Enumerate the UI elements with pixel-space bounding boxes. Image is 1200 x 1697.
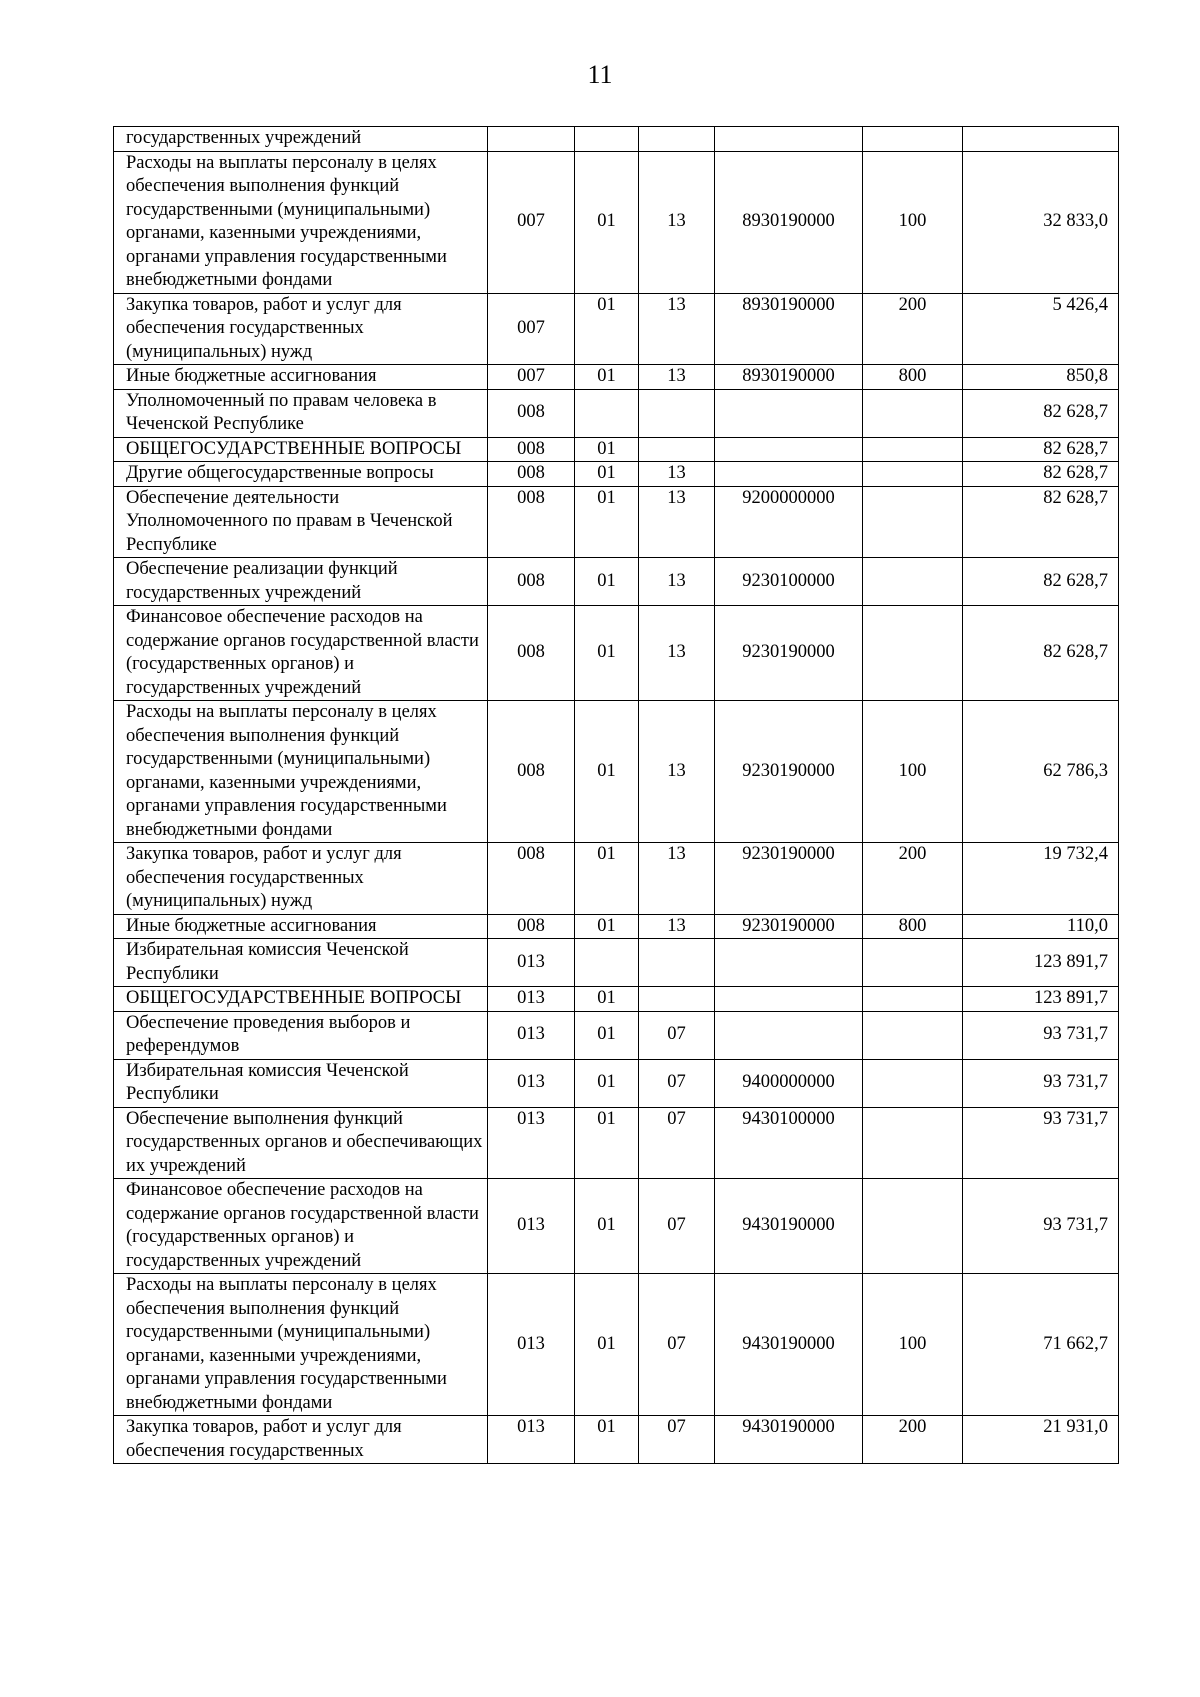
cell-amount: 32 833,0 [963,151,1119,293]
cell-section-code: 01 [575,151,639,293]
cell-expense-type [863,987,963,1012]
table-row [114,914,1119,939]
table-row [114,437,1119,462]
cell-amount: 82 628,7 [963,558,1119,606]
cell-name: Расходы на выплаты персоналу в целях обеспечения выполнения функций государственными (муниципальными) органами, казенными учреждениями, органами управления государственными внебюджетными фондами [114,151,488,293]
cell-ministry-code: 008 [488,843,575,915]
cell-amount: 93 731,7 [963,1059,1119,1107]
cell-name: Другие общегосударственные вопросы [114,462,488,487]
cell-amount: 82 628,7 [963,389,1119,437]
table-row [114,365,1119,390]
cell-name: Обеспечение деятельности Уполномоченного по правам в Чеченской Республике [114,486,488,558]
cell-ministry-code: 013 [488,1179,575,1274]
cell-target-article [715,389,863,437]
cell-ministry-code: 013 [488,1011,575,1059]
cell-expense-type [863,1107,963,1179]
cell-ministry-code: 008 [488,558,575,606]
cell-amount: 82 628,7 [963,486,1119,558]
cell-name: Уполномоченный по правам человека в Чеченской Республике [114,389,488,437]
cell-target-article: 9430190000 [715,1274,863,1416]
cell-target-article: 9430100000 [715,1107,863,1179]
cell-amount: 93 731,7 [963,1179,1119,1274]
cell-target-article: 9230190000 [715,914,863,939]
cell-amount: 21 931,0 [963,1416,1119,1464]
cell-subsection-code [639,127,715,152]
table-row [114,1107,1119,1179]
cell-target-article [715,127,863,152]
cell-expense-type [863,606,963,701]
cell-subsection-code: 13 [639,843,715,915]
cell-target-article: 8930190000 [715,151,863,293]
cell-subsection-code [639,939,715,987]
cell-section-code [575,939,639,987]
cell-section-code: 01 [575,365,639,390]
cell-section-code [575,127,639,152]
table-row [114,843,1119,915]
cell-expense-type: 100 [863,1274,963,1416]
cell-target-article [715,939,863,987]
cell-amount: 123 891,7 [963,939,1119,987]
cell-subsection-code: 13 [639,701,715,843]
cell-expense-type: 800 [863,914,963,939]
cell-subsection-code: 13 [639,365,715,390]
cell-expense-type: 800 [863,365,963,390]
cell-name: Избирательная комиссия Чеченской Республики [114,1059,488,1107]
cell-expense-type: 200 [863,843,963,915]
table-row [114,486,1119,558]
cell-ministry-code: 008 [488,462,575,487]
cell-target-article: 8930190000 [715,293,863,365]
cell-name: Расходы на выплаты персоналу в целях обеспечения выполнения функций государственными (муниципальными) органами, казенными учреждениями, органами управления государственными внебюджетными фондами [114,1274,488,1416]
cell-section-code: 01 [575,1011,639,1059]
cell-name: Избирательная комиссия Чеченской Республики [114,939,488,987]
cell-expense-type [863,1011,963,1059]
cell-expense-type [863,1179,963,1274]
cell-name: Расходы на выплаты персоналу в целях обеспечения выполнения функций государственными (муниципальными) органами, казенными учреждениями, органами управления государственными внебюджетными фондами [114,701,488,843]
page-number: 11 [587,60,613,89]
cell-ministry-code: 013 [488,939,575,987]
cell-subsection-code [639,987,715,1012]
cell-section-code [575,389,639,437]
cell-section-code: 01 [575,437,639,462]
cell-name: государственных учреждений [114,127,488,152]
cell-name: ОБЩЕГОСУДАРСТВЕННЫЕ ВОПРОСЫ [114,987,488,1012]
cell-target-article [715,1011,863,1059]
cell-subsection-code: 13 [639,606,715,701]
cell-name: Обеспечение выполнения функций государственных органов и обеспечивающих их учреждений [114,1107,488,1179]
budget-table-body [114,127,1119,1464]
cell-expense-type: 100 [863,701,963,843]
cell-target-article: 9230190000 [715,606,863,701]
cell-subsection-code [639,389,715,437]
cell-subsection-code: 07 [639,1416,715,1464]
cell-amount: 62 786,3 [963,701,1119,843]
cell-expense-type [863,1059,963,1107]
cell-section-code: 01 [575,606,639,701]
cell-amount: 19 732,4 [963,843,1119,915]
table-row [114,462,1119,487]
table-row [114,939,1119,987]
cell-subsection-code: 07 [639,1011,715,1059]
cell-ministry-code: 013 [488,1059,575,1107]
cell-amount: 110,0 [963,914,1119,939]
cell-expense-type [863,462,963,487]
cell-expense-type [863,486,963,558]
cell-amount [963,127,1119,152]
table-row [114,1059,1119,1107]
cell-ministry-code: 008 [488,606,575,701]
table-row [114,1179,1119,1274]
cell-expense-type [863,127,963,152]
cell-name: Финансовое обеспечение расходов на содержание органов государственной власти (государственных органов) и государственных учреждений [114,1179,488,1274]
table-row [114,987,1119,1012]
cell-target-article: 9430190000 [715,1179,863,1274]
cell-section-code: 01 [575,486,639,558]
cell-ministry-code: 007 [488,151,575,293]
cell-ministry-code: 008 [488,389,575,437]
cell-subsection-code [639,437,715,462]
cell-ministry-code: 013 [488,1416,575,1464]
cell-expense-type [863,437,963,462]
cell-ministry-code [488,127,575,152]
cell-amount: 93 731,7 [963,1011,1119,1059]
cell-target-article: 9230190000 [715,701,863,843]
cell-section-code: 01 [575,1416,639,1464]
cell-section-code: 01 [575,558,639,606]
cell-expense-type: 100 [863,151,963,293]
cell-amount: 5 426,4 [963,293,1119,365]
cell-expense-type [863,939,963,987]
cell-target-article [715,987,863,1012]
cell-section-code: 01 [575,1274,639,1416]
cell-amount: 93 731,7 [963,1107,1119,1179]
cell-subsection-code: 07 [639,1059,715,1107]
cell-amount: 82 628,7 [963,437,1119,462]
cell-ministry-code: 007 [488,293,575,365]
cell-amount: 71 662,7 [963,1274,1119,1416]
cell-ministry-code: 008 [488,437,575,462]
cell-expense-type [863,558,963,606]
cell-target-article: 9430190000 [715,1416,863,1464]
cell-ministry-code: 008 [488,486,575,558]
table-row [114,151,1119,293]
cell-name: Иные бюджетные ассигнования [114,365,488,390]
cell-subsection-code: 13 [639,486,715,558]
table-row [114,127,1119,152]
cell-section-code: 01 [575,293,639,365]
cell-amount: 82 628,7 [963,462,1119,487]
cell-subsection-code: 13 [639,558,715,606]
cell-amount: 82 628,7 [963,606,1119,701]
cell-name: Обеспечение реализации функций государственных учреждений [114,558,488,606]
cell-section-code: 01 [575,462,639,487]
cell-target-article: 9400000000 [715,1059,863,1107]
cell-ministry-code: 008 [488,701,575,843]
table-row [114,558,1119,606]
cell-amount: 850,8 [963,365,1119,390]
cell-subsection-code: 07 [639,1274,715,1416]
cell-name: Закупка товаров, работ и услуг для обеспечения государственных (муниципальных) нужд [114,843,488,915]
cell-name: Закупка товаров, работ и услуг для обеспечения государственных [114,1416,488,1464]
cell-expense-type [863,389,963,437]
cell-name: Закупка товаров, работ и услуг для обеспечения государственных (муниципальных) нужд [114,293,488,365]
cell-subsection-code: 13 [639,914,715,939]
cell-name: Иные бюджетные ассигнования [114,914,488,939]
cell-name: Обеспечение проведения выборов и референдумов [114,1011,488,1059]
cell-subsection-code: 13 [639,462,715,487]
cell-target-article: 8930190000 [715,365,863,390]
cell-subsection-code: 07 [639,1107,715,1179]
cell-section-code: 01 [575,1059,639,1107]
cell-ministry-code: 013 [488,987,575,1012]
table-row [114,701,1119,843]
cell-section-code: 01 [575,987,639,1012]
cell-target-article: 9200000000 [715,486,863,558]
cell-target-article: 9230100000 [715,558,863,606]
cell-target-article: 9230190000 [715,843,863,915]
cell-section-code: 01 [575,843,639,915]
cell-expense-type: 200 [863,1416,963,1464]
cell-subsection-code: 13 [639,151,715,293]
cell-ministry-code: 007 [488,365,575,390]
table-row [114,1416,1119,1464]
cell-subsection-code: 07 [639,1179,715,1274]
cell-section-code: 01 [575,1107,639,1179]
cell-expense-type: 200 [863,293,963,365]
table-row [114,606,1119,701]
cell-subsection-code: 13 [639,293,715,365]
cell-name: Финансовое обеспечение расходов на содержание органов государственной власти (государственных органов) и государственных учреждений [114,606,488,701]
table-row [114,1011,1119,1059]
cell-section-code: 01 [575,914,639,939]
table-row [114,1274,1119,1416]
cell-target-article [715,462,863,487]
cell-amount: 123 891,7 [963,987,1119,1012]
cell-ministry-code: 013 [488,1274,575,1416]
cell-section-code: 01 [575,1179,639,1274]
table-row [114,293,1119,365]
cell-ministry-code: 008 [488,914,575,939]
cell-section-code: 01 [575,701,639,843]
cell-ministry-code: 013 [488,1107,575,1179]
cell-name: ОБЩЕГОСУДАРСТВЕННЫЕ ВОПРОСЫ [114,437,488,462]
cell-target-article [715,437,863,462]
budget-table [113,126,1119,1464]
table-row [114,389,1119,437]
